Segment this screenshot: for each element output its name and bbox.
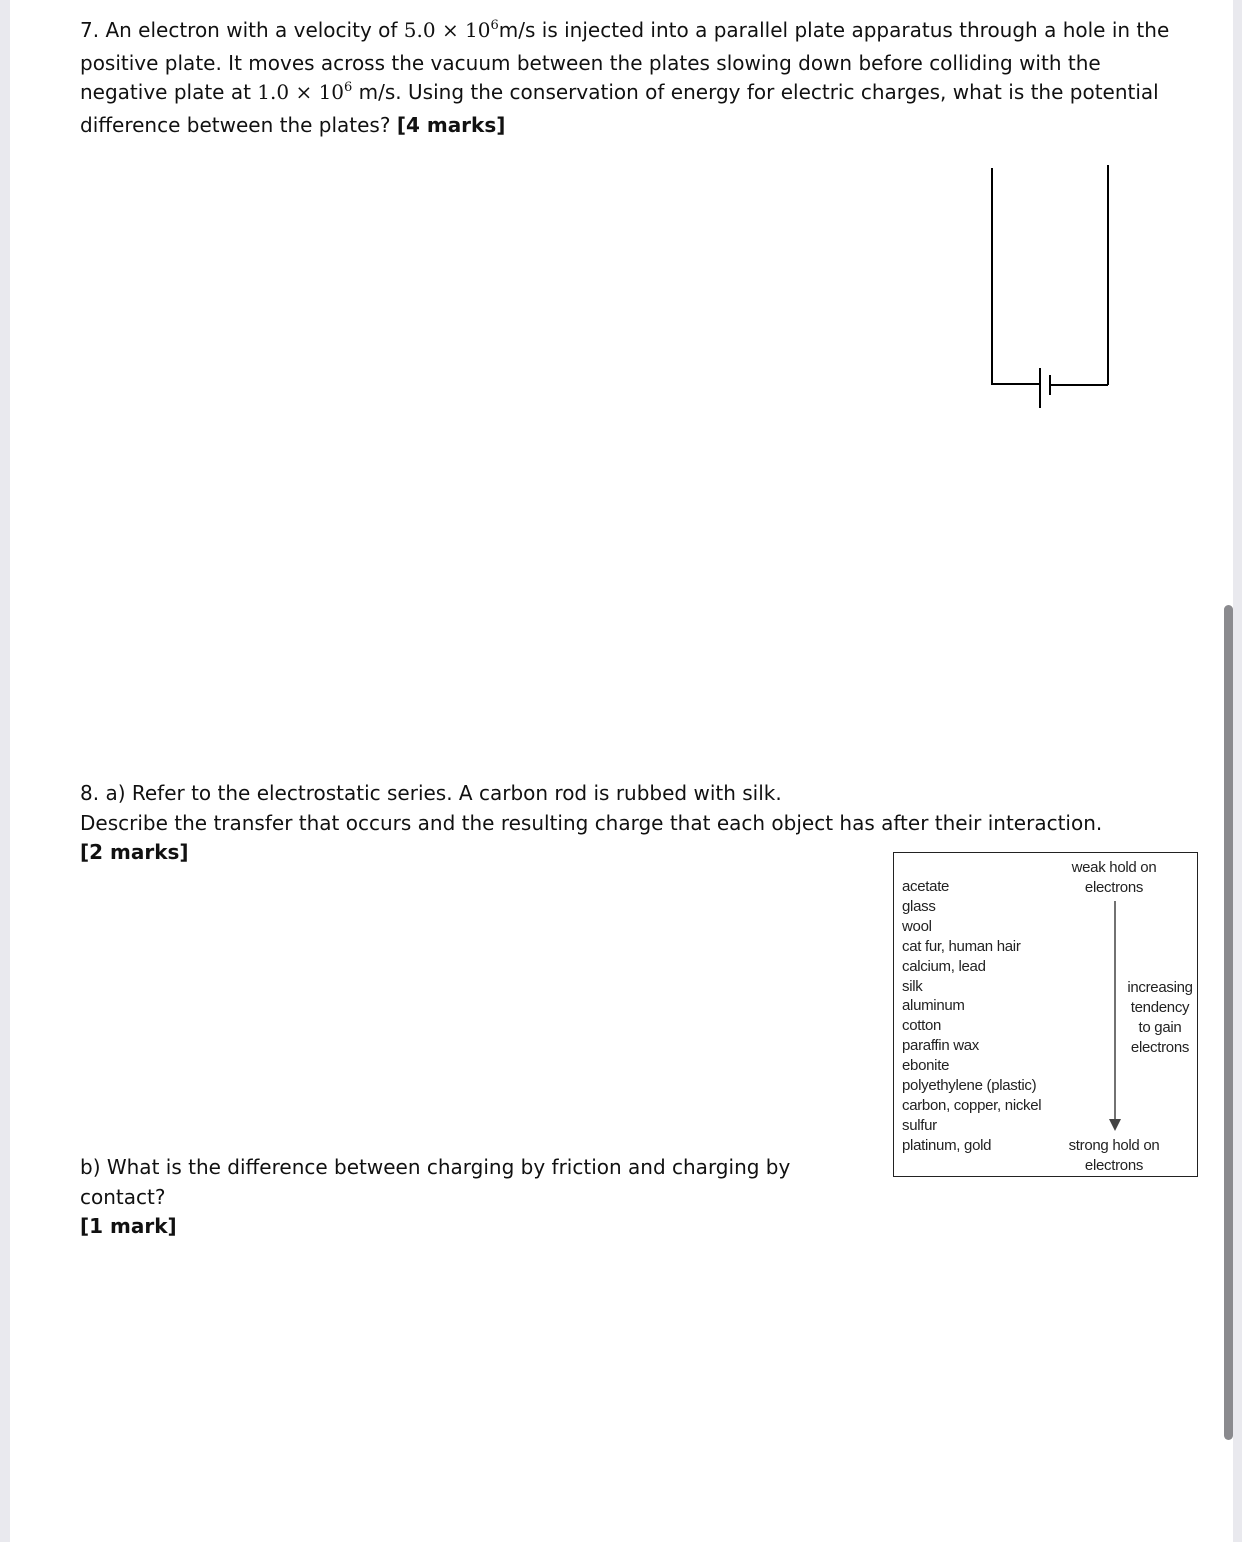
tendency-label-line: to gain [1138, 1019, 1182, 1036]
q7-initial-velocity-coefficient: 5.0 × 10 [403, 18, 491, 42]
q7-intro: 7. An electron with a velocity of [80, 18, 404, 42]
material-item: polyethylene (plastic) [902, 1077, 1037, 1095]
q7-body: m/s is injected into a parallel plate apparatus through a hole in the positive plate. It moves across the vacuum between the plates slowing down before colliding with the negative plate at [80, 18, 1170, 104]
scrollbar-thumb[interactable] [1224, 605, 1233, 1440]
material-item: cat fur, human hair [902, 937, 1021, 955]
strong-hold-label-line-1: strong hold on [1068, 1137, 1160, 1154]
material-item: cotton [902, 1017, 942, 1035]
q8a-line-2: Describe the transfer that occurs and the resulting charge that each object has after their interaction. [80, 810, 1103, 835]
q7-final-velocity [257, 80, 352, 104]
q7-marks: [4 marks] [396, 112, 506, 137]
material-list [902, 877, 1041, 1156]
material-item: platinum, gold [902, 1136, 992, 1154]
strong-hold-label [1064, 1136, 1164, 1176]
electrostatic-series-table [893, 852, 1198, 1177]
material-item: calcium, lead [902, 957, 986, 975]
material-item: acetate [902, 878, 950, 895]
material-item: ebonite [902, 1057, 950, 1075]
material-item: glass [902, 897, 936, 915]
q8a-marks: [2 marks] [80, 840, 189, 864]
material-item: paraffin wax [902, 1037, 980, 1055]
q7-initial-velocity [404, 18, 499, 42]
document-page [10, 0, 1233, 1542]
q7-final-velocity-exponent: 6 [344, 80, 353, 95]
tendency-label-line: increasing [1127, 979, 1193, 996]
q8b-text: b) What is the difference between charging by friction and charging by contact? [80, 1155, 791, 1209]
weak-hold-label [1064, 858, 1164, 898]
material-item: silk [902, 977, 923, 995]
material-item: sulfur [902, 1116, 937, 1134]
q7-final-velocity-coefficient: 1.0 × 10 [257, 80, 345, 104]
material-item: wool [902, 917, 932, 935]
question-8b [80, 1153, 880, 1242]
weak-hold-label-line-1: weak hold on [1071, 859, 1157, 876]
tendency-label-line: tendency [1130, 999, 1190, 1016]
left-wire [992, 383, 1040, 384]
tendency-label-line: electrons [1130, 1039, 1190, 1056]
q7-initial-velocity-exponent: 6 [490, 18, 499, 33]
question-7 [80, 16, 1180, 140]
q8a-line-1: 8. a) Refer to the electrostatic series. A carbon rod is rubbed with silk. [80, 781, 782, 805]
q7-question: m/s. Using the conservation of energy for electric charges, what is the potential difference between the plates? [80, 80, 1159, 137]
strong-hold-label-line-2: electrons [1084, 1157, 1144, 1174]
parallel-plate-circuit-diagram [980, 163, 1120, 413]
material-item: aluminum [902, 997, 965, 1015]
material-item: carbon, copper, nickel [902, 1096, 1042, 1114]
tendency-label [1122, 978, 1198, 1058]
q8b-marks: [1 mark] [80, 1214, 177, 1238]
weak-hold-label-line-2: electrons [1084, 879, 1144, 896]
